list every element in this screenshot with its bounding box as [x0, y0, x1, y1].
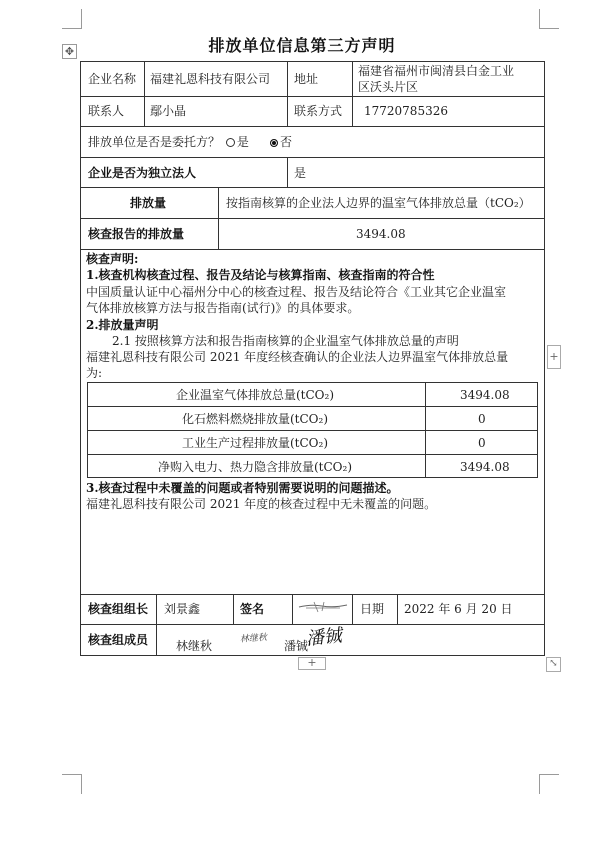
row-divider	[80, 96, 545, 97]
row-divider	[87, 430, 538, 431]
verified-value: 3494.08	[356, 227, 406, 241]
contact-value: 鄢小晶	[150, 104, 187, 118]
section3-line1: 福建礼恩科技有限公司 2021 年度的核查过程中无未覆盖的问题。	[86, 497, 437, 511]
breakdown-row-value: 3494.08	[460, 388, 510, 402]
verified-label: 核查报告的排放量	[88, 227, 185, 241]
entrust-question: 排放单位是否是委托方？	[88, 135, 221, 149]
section2-line2: 为:	[86, 366, 103, 380]
col-divider	[352, 594, 353, 624]
phone-value: 17720785326	[364, 104, 448, 118]
breakdown-row-label: 化石燃料燃烧排放量(tCO₂)	[182, 412, 329, 426]
statement-heading: 核查声明:	[86, 252, 139, 266]
crop-mark	[81, 9, 82, 29]
member2-signature: 潘铖	[304, 625, 343, 650]
signature-label: 签名	[240, 602, 265, 616]
company-label: 企业名称	[88, 72, 137, 86]
crop-mark	[539, 774, 540, 794]
emission-label: 排放量	[130, 196, 167, 210]
col-divider	[397, 594, 398, 624]
section1-title: 1.核查机构核查过程、报告及结论与核算指南、核查指南的符合性	[86, 268, 435, 282]
entrust-yes-label: 是	[236, 135, 249, 149]
document-title: 排放单位信息第三方声明	[208, 36, 396, 55]
member1-signature: 林继秋	[239, 633, 268, 645]
row-divider	[80, 624, 545, 625]
breakdown-row-value: 0	[478, 436, 486, 450]
row-divider	[80, 126, 545, 127]
breakdown-row-label: 工业生产过程排放量(tCO₂)	[182, 436, 329, 450]
address-line2: 区沃头片区	[358, 80, 419, 94]
col-divider	[144, 61, 145, 126]
leader-value: 刘景鑫	[164, 602, 201, 616]
legal-value: 是	[294, 166, 307, 180]
section2-subtitle: 2.1 按照核算方法和报告指南核算的企业温室气体排放总量的声明	[112, 334, 459, 348]
crop-mark	[62, 774, 82, 775]
breakdown-row-value: 3494.08	[460, 460, 510, 474]
entrust-yes-radio[interactable]	[226, 138, 235, 147]
crop-mark	[62, 28, 82, 29]
entrust-no-radio[interactable]	[270, 139, 278, 147]
row-divider	[87, 454, 538, 455]
col-divider	[233, 594, 234, 624]
section1-line2: 气体排放核算方法与报告指南(试行)》的具体要求。	[86, 301, 360, 315]
table-move-handle-icon[interactable]: ✥	[62, 44, 77, 59]
date-label: 日期	[360, 602, 385, 616]
date-value: 2022 年 6 月 20 日	[404, 602, 513, 616]
row-divider	[87, 406, 538, 407]
row-divider	[80, 187, 545, 188]
emission-desc: 按指南核算的企业法人边界的温室气体排放总量（tCO₂）	[226, 196, 531, 210]
section1-line1: 中国质量认证中心福州分中心的核查过程、报告及结论符合《工业其它企业温室	[86, 285, 507, 299]
members-label: 核查组成员	[88, 633, 149, 647]
company-value: 福建礼恩科技有限公司	[150, 72, 271, 86]
resize-handle-icon[interactable]: ⤡	[546, 657, 561, 672]
crop-mark	[539, 774, 559, 775]
member2-name: 潘铖	[284, 639, 309, 653]
crop-mark	[539, 28, 559, 29]
col-divider	[287, 61, 288, 126]
section2-line1: 福建礼恩科技有限公司 2021 年度经核查确认的企业法人边界温室气体排放总量	[86, 350, 509, 364]
leader-label: 核查组组长	[88, 602, 149, 616]
entrust-no-label: 否	[279, 135, 292, 149]
section2-title: 2.排放量声明	[86, 318, 159, 332]
breakdown-row-label: 净购入电力、热力隐含排放量(tCO₂)	[158, 460, 353, 474]
col-divider	[156, 594, 157, 656]
col-divider	[352, 61, 353, 126]
contact-label: 联系人	[88, 104, 125, 118]
crop-mark	[539, 9, 540, 29]
col-divider	[218, 187, 219, 249]
member1-name: 林继秋	[176, 639, 213, 653]
row-divider	[80, 218, 545, 219]
breakdown-row-label: 企业温室气体排放总量(tCO₂)	[176, 388, 335, 402]
add-row-button[interactable]: +	[298, 657, 326, 670]
address-label: 地址	[294, 72, 319, 86]
leader-signature-image	[296, 598, 350, 616]
row-divider	[80, 157, 545, 158]
add-column-button[interactable]: +	[547, 345, 561, 369]
entrust-row	[88, 134, 292, 150]
col-divider	[287, 157, 288, 187]
phone-label: 联系方式	[294, 104, 343, 118]
col-divider	[292, 594, 293, 624]
breakdown-row-value: 0	[478, 412, 486, 426]
row-divider	[80, 249, 545, 250]
legal-label: 企业是否为独立法人	[88, 166, 197, 180]
address-line1: 福建省福州市闽清县白金工业	[358, 64, 515, 78]
section3-title: 3.核查过程中未覆盖的问题或者特别需要说明的问题描述。	[86, 481, 399, 495]
crop-mark	[81, 774, 82, 794]
row-divider	[80, 594, 545, 595]
